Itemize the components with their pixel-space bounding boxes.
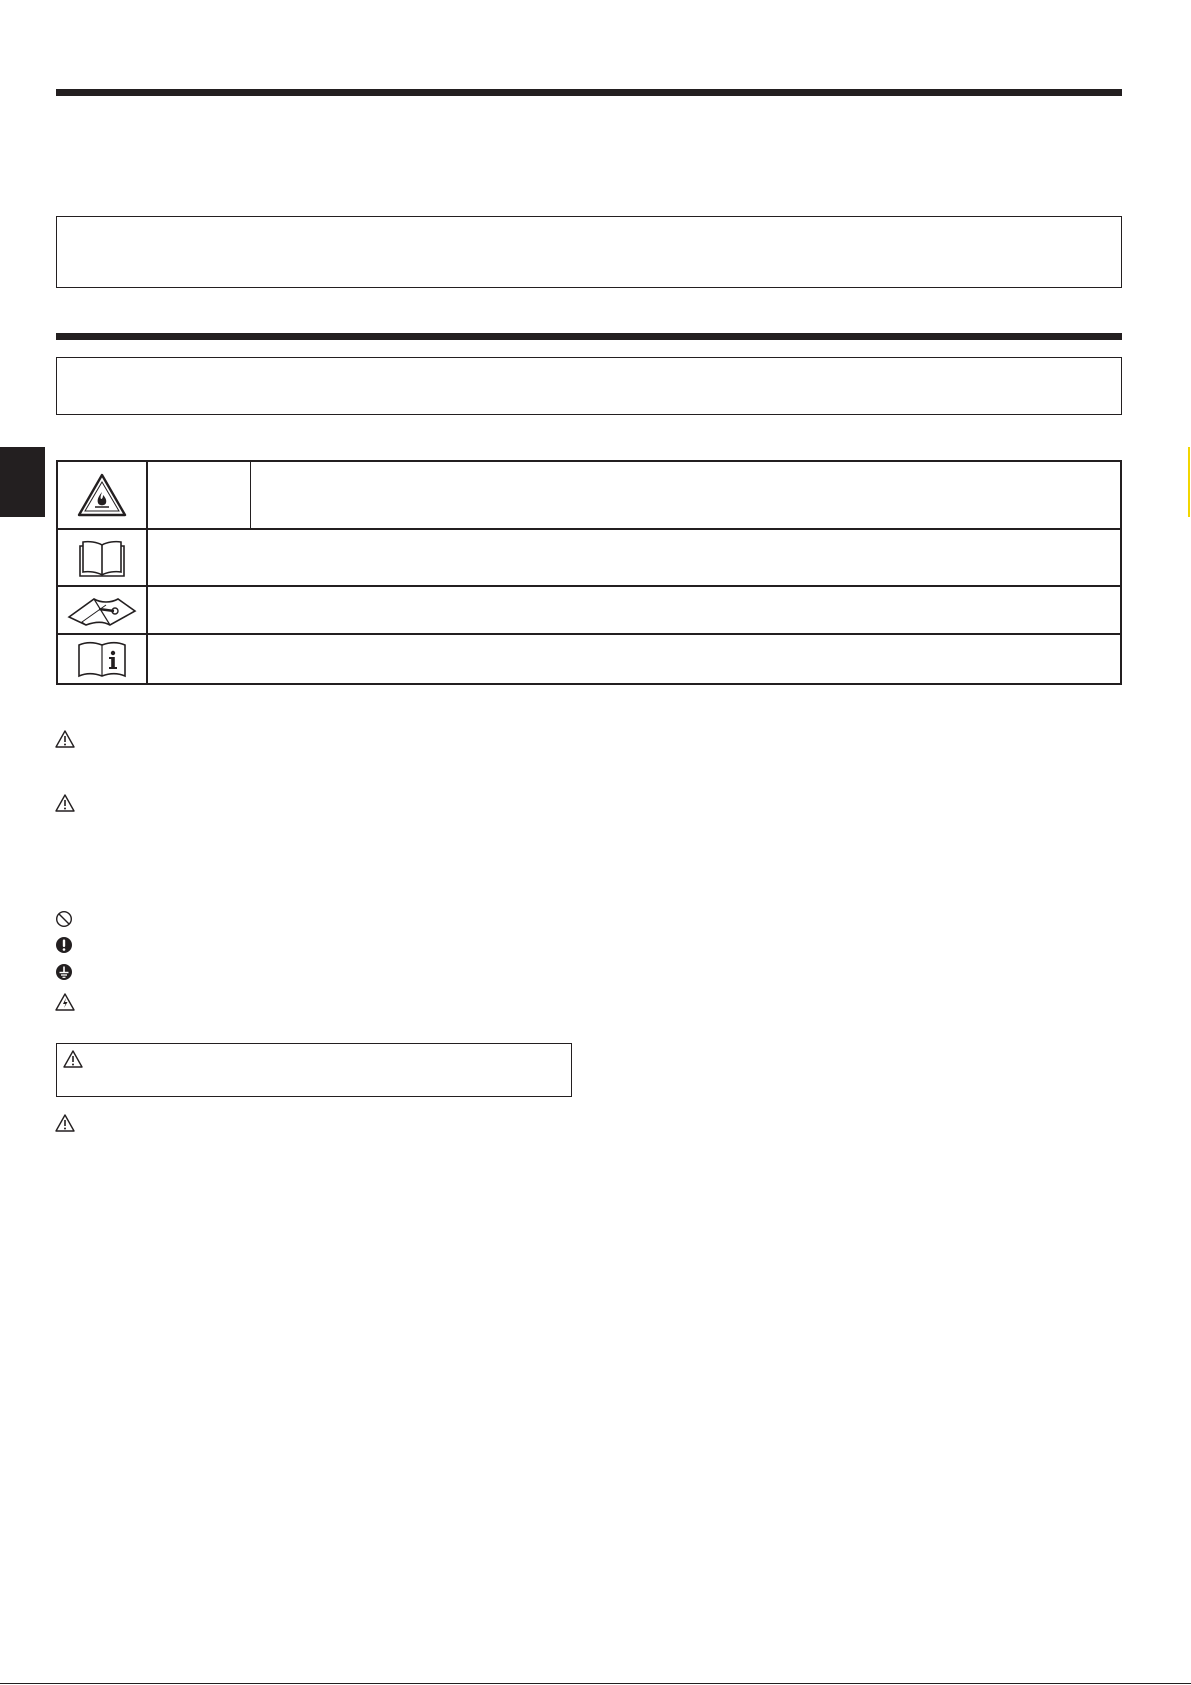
note-box-2: [56, 357, 1122, 415]
flammable-warning-icon: [76, 472, 128, 518]
service-manual-icon: [66, 593, 138, 627]
symbols-row-information: [58, 635, 1120, 683]
section-rule-middle: [56, 333, 1122, 340]
symbols-icon-cell: [58, 530, 148, 585]
symbols-row-operation-manual: [58, 530, 1120, 587]
language-side-tab: [0, 447, 45, 517]
mandatory-icon: [55, 936, 75, 956]
page-bottom-line: [0, 1683, 1191, 1684]
prohibited-icon: [55, 910, 75, 930]
symbols-icon-cell: [58, 635, 148, 683]
symbols-row-flammable: [58, 462, 1120, 530]
warning-triangle-icon: [55, 794, 75, 814]
symbols-label-cell: [146, 462, 251, 528]
warning-triangle-icon: [55, 730, 75, 750]
information-manual-icon: [76, 639, 128, 679]
caution-notice-box: [56, 1043, 572, 1097]
warning-triangle-icon: [55, 1114, 75, 1134]
symbols-icon-cell: [58, 587, 148, 633]
page-edge-marker: [1188, 447, 1190, 517]
operation-manual-icon: [77, 537, 127, 579]
warning-triangle-icon: [63, 1050, 83, 1070]
electric-shock-icon: [55, 993, 75, 1013]
symbols-table: [56, 460, 1122, 685]
symbols-icon-cell: [58, 462, 148, 528]
section-rule-top: [56, 89, 1122, 96]
symbols-row-service-manual: [58, 587, 1120, 635]
ground-icon: [55, 963, 75, 983]
note-box-1: [56, 216, 1122, 288]
